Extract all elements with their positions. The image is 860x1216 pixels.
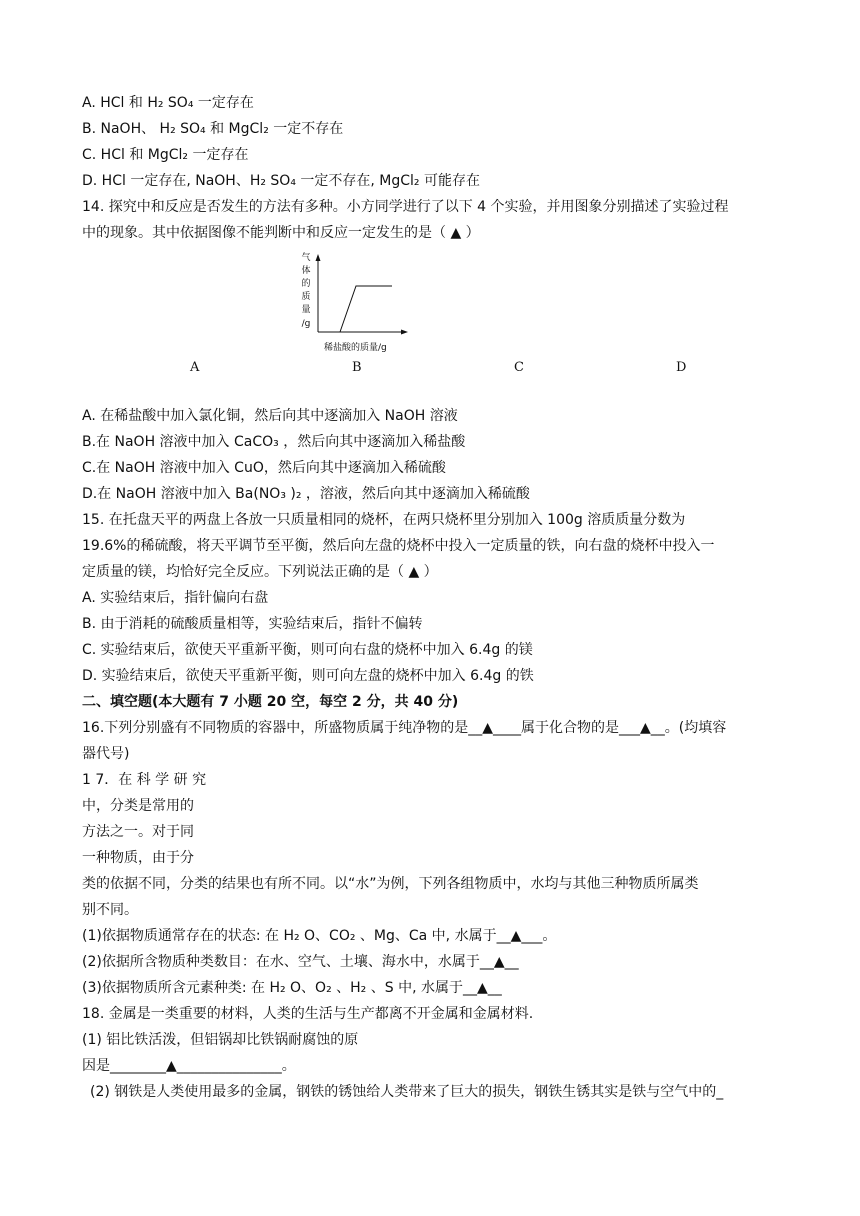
y-label-char: 气 — [301, 253, 311, 263]
q15-option-d: D. 实验结束后，欲使天平重新平衡，则可向左盘的烧杯中加入 6.4g 的铁 — [82, 668, 534, 684]
section-heading-fill-in: 二、填空题(本大题有 7 小题 20 空，每空 2 分，共 40 分) — [82, 694, 459, 710]
q15-stem-line3: 定质量的镁，均恰好完全反应。下列说法正确的是（ ▲ ） — [82, 564, 438, 580]
q15-option-b: B. 由于消耗的硫酸质量相等，实验结束后，指针不偏转 — [82, 616, 423, 632]
q14-stem-line2: 中的现象。其中依据图像不能判断中和反应一定发生的是（ ▲ ） — [82, 225, 480, 241]
q16-stem-line2: 器代号) — [82, 746, 130, 762]
q15-stem-line2: 19.6%的稀硫酸，将天平调节至平衡，然后向左盘的烧杯中投入一定质量的铁，向右盘的烧杯中投入一 — [82, 538, 715, 554]
q17-stem-line1: 1 7．在 科 学 研 究 — [82, 772, 207, 788]
q17-part-2: (2)依据所含物质种类数目：在水、空气、土壤、海水中，水属于__▲__ — [82, 954, 519, 970]
graph-y-arrow — [316, 254, 321, 261]
q14-option-c: C.在 NaOH 溶液中加入 CuO，然后向其中逐滴加入稀硫酸 — [82, 460, 446, 476]
q17-part-1: (1)依据物质通常存在的状态: 在 H₂ O、CO₂ 、Mg、Ca 中, 水属于__▲___。 — [82, 928, 557, 944]
q17-stem-line6: 别不同。 — [82, 902, 138, 918]
q18-part-1-line1: (1) 铝比铁活泼，但铝锅却比铁锅耐腐蚀的原 — [82, 1032, 359, 1048]
q14-option-b: B.在 NaOH 溶液中加入 CaCO₃ ，然后向其中逐滴加入稀盐酸 — [82, 434, 466, 450]
graph-x-axis-label: 稀盐酸的质量/g — [324, 343, 387, 353]
y-label-char: 量 — [301, 305, 311, 315]
q13-option-c: C. HCl 和 MgCl₂ 一定存在 — [82, 147, 249, 163]
q18-part-2-line1: (2) 钢铁是人类使用最多的金属，钢铁的锈蚀给人类带来了巨大的损失，钢铁生锈其实是铁与空气中的_ — [90, 1084, 724, 1100]
option-label-a: A — [190, 360, 200, 375]
graph-x-arrow — [401, 330, 408, 335]
q13-option-d: D. HCl 一定存在, NaOH、H₂ SO₄ 一定不存在, MgCl₂ 可能存在 — [82, 173, 480, 189]
q18-part-1-line2: 因是________▲_______________。 — [82, 1058, 296, 1074]
graph-curve — [340, 286, 392, 332]
q13-option-b: B. NaOH、 H₂ SO₄ 和 MgCl₂ 一定不存在 — [82, 121, 344, 137]
q15-option-c: C. 实验结束后，欲使天平重新平衡，则可向右盘的烧杯中加入 6.4g 的镁 — [82, 642, 533, 658]
q17-stem-line5: 类的依据不同，分类的结果也有所不同。以“水”为例，下列各组物质中，水均与其他三种物质所属类 — [82, 876, 699, 892]
y-label-char: 质 — [301, 292, 311, 302]
q16-stem-line1: 16.下列分别盛有不同物质的容器中，所盛物质属于纯净物的是__▲____属于化合物的是___▲__。(均填容 — [82, 720, 727, 736]
q14-stem-line1: 14. 探究中和反应是否发生的方法有多种。小方同学进行了以下 4 个实验，并用图象分别描述了实验过程 — [82, 199, 729, 215]
q17-stem-line4: 一种物质，由于分 — [82, 850, 194, 866]
option-label-b: B — [352, 360, 362, 375]
graph-y-axis-label — [301, 251, 310, 329]
y-label-char: 体 — [301, 266, 311, 276]
q18-stem: 18. 金属是一类重要的材料，人类的生活与生产都离不开金属和金属材料. — [82, 1006, 534, 1022]
y-label-char: /g — [301, 319, 311, 329]
q17-stem-line2: 中，分类是常用的 — [82, 798, 194, 814]
q17-part-3: (3)依据物质所含元素种类: 在 H₂ O、O₂ 、H₂ 、S 中, 水属于__▲__ — [82, 980, 502, 996]
y-label-char: 的 — [301, 279, 311, 289]
q17-stem-line3: 方法之一。对于同 — [82, 824, 194, 840]
option-label-c: C — [514, 360, 524, 375]
q14-option-a: A. 在稀盐酸中加入氯化铜，然后向其中逐滴加入 NaOH 溶液 — [82, 408, 458, 424]
q14-option-d: D.在 NaOH 溶液中加入 Ba(NO₃ )₂ ，溶液，然后向其中逐滴加入稀硫酸 — [82, 486, 530, 502]
q13-option-a: A. HCl 和 H₂ SO₄ 一定存在 — [82, 95, 254, 111]
option-label-d: D — [676, 360, 687, 375]
q15-option-a: A. 实验结束后，指针偏向右盘 — [82, 590, 269, 606]
q14-graph-b — [296, 250, 412, 358]
q15-stem-line1: 15. 在托盘天平的两盘上各放一只质量相同的烧杯，在两只烧杯里分别加入 100g 溶质质量分数为 — [82, 512, 686, 528]
